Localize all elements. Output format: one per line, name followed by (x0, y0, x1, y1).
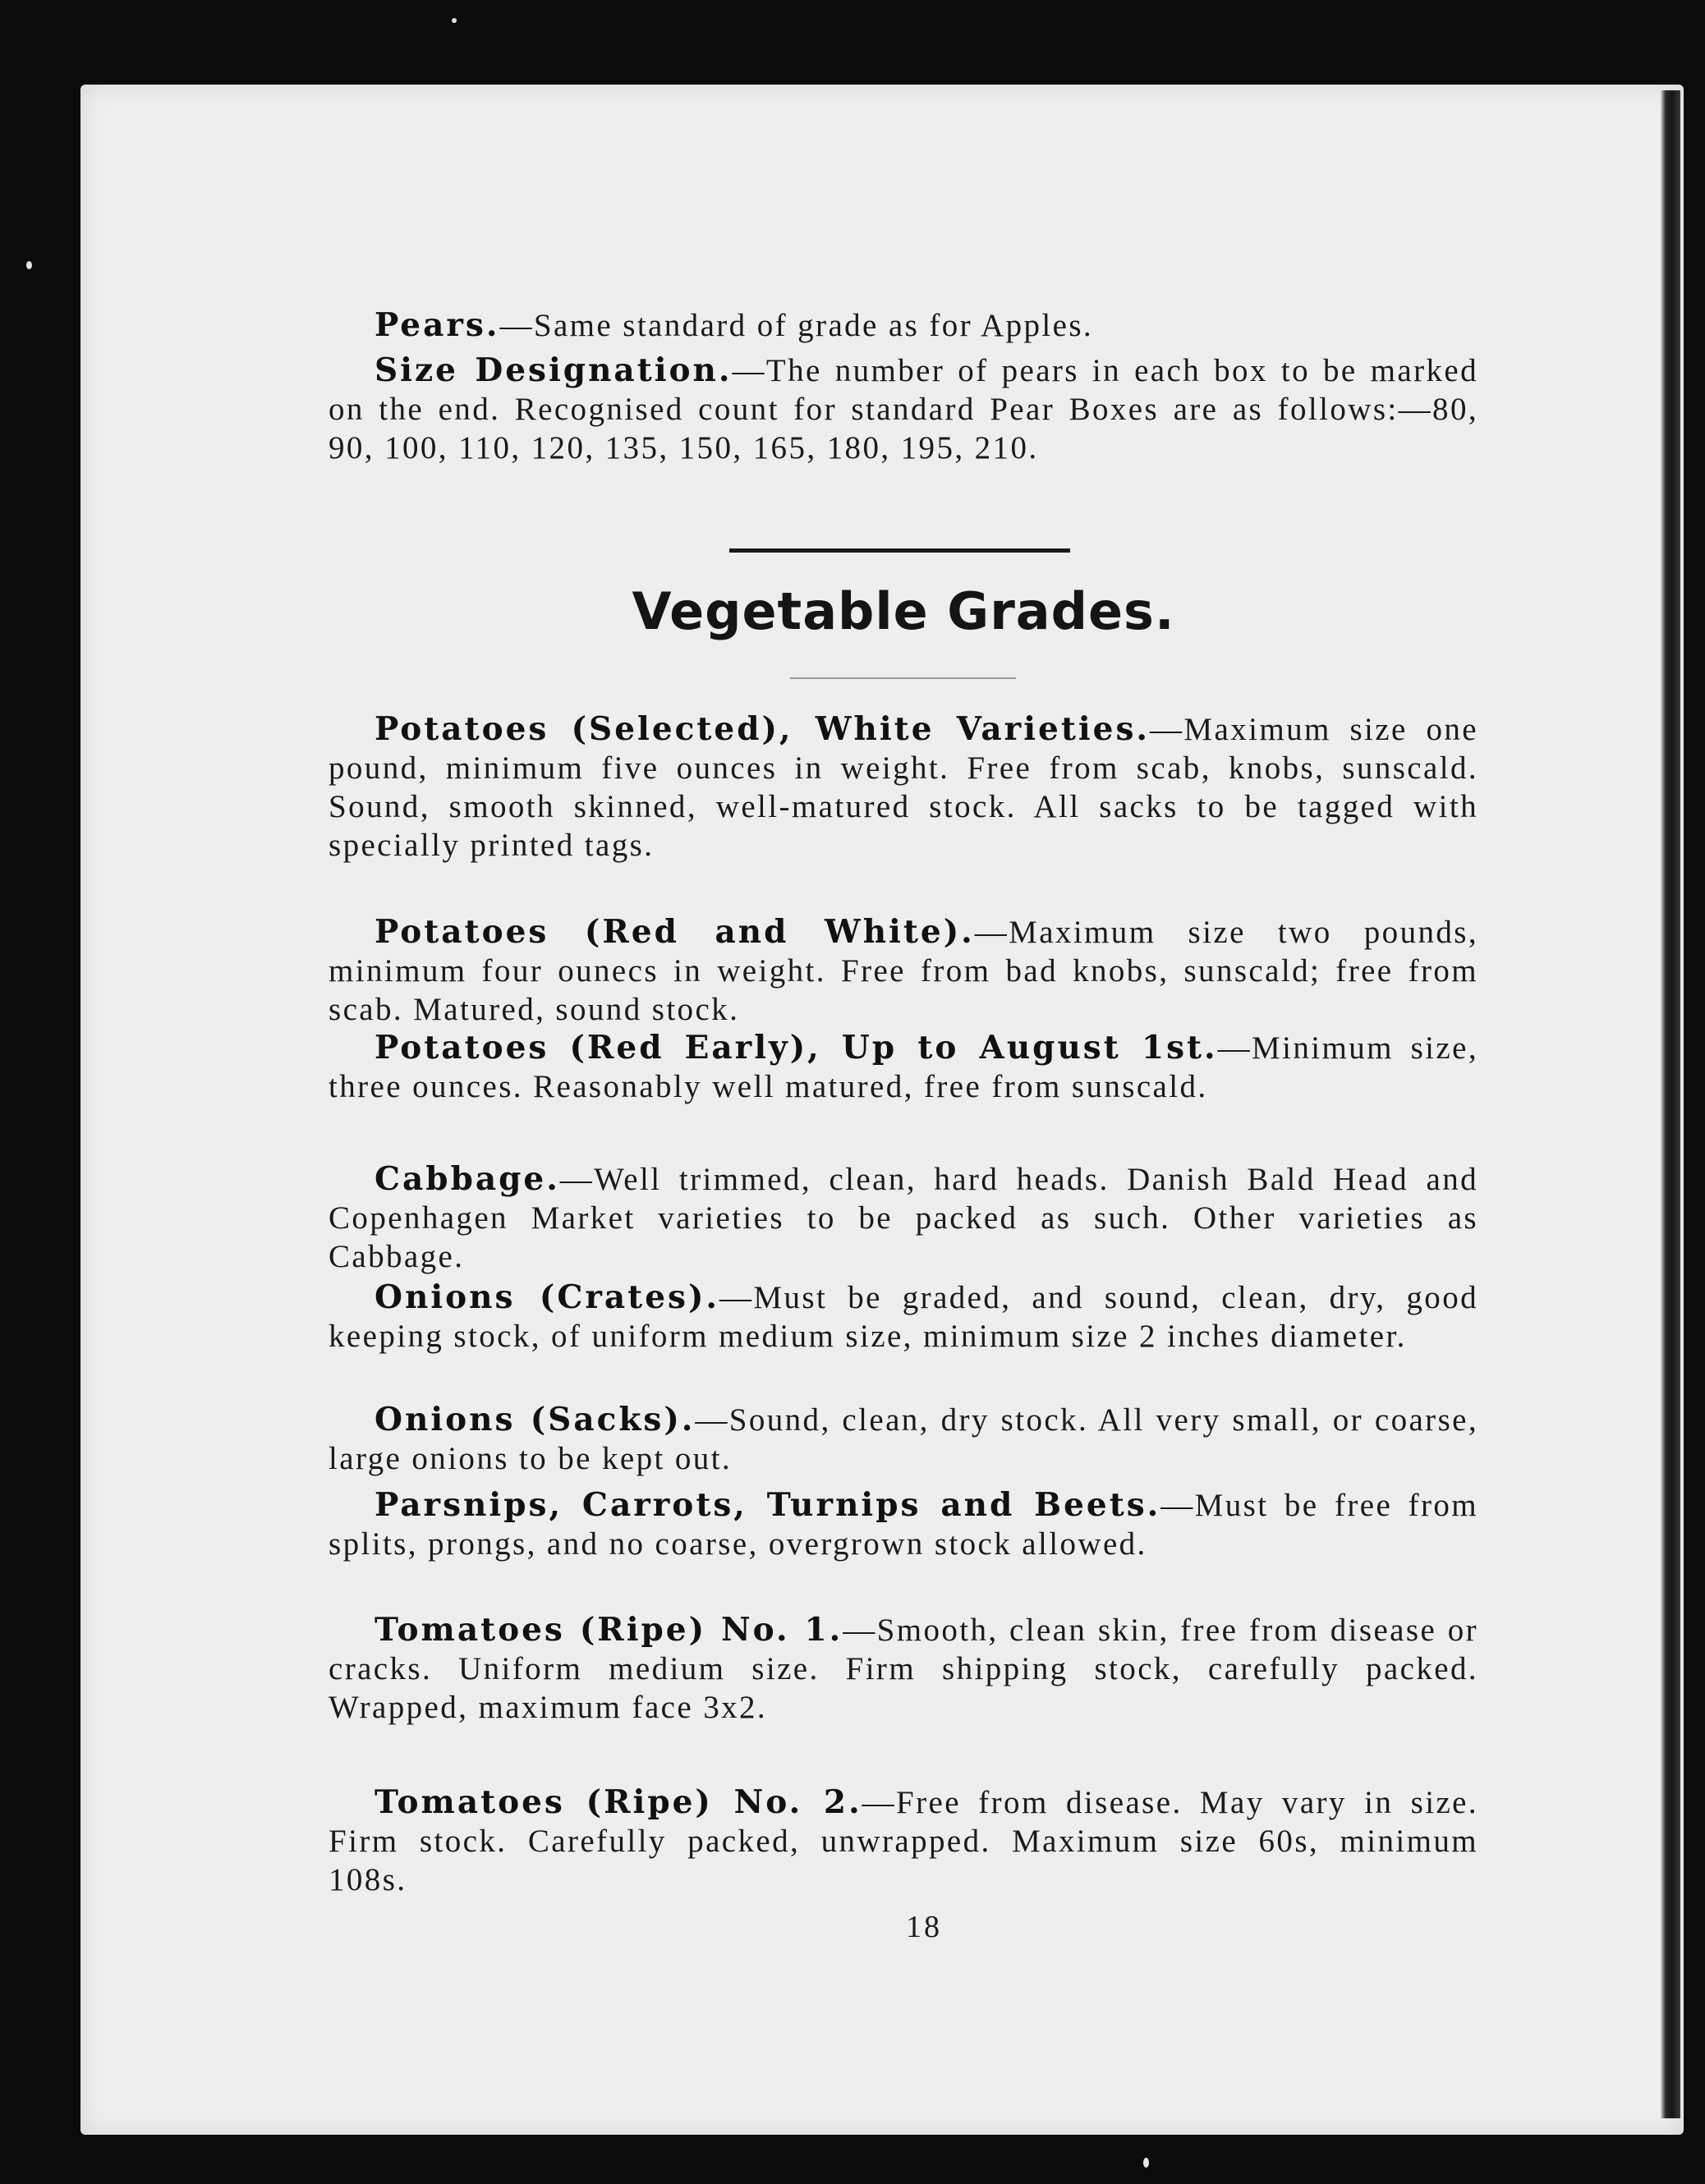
pears-text: —Same standard of grade as for Apples. (499, 308, 1094, 343)
entry-paragraph (329, 1783, 1478, 1899)
entry-heading: Onions (Sacks). (375, 1401, 696, 1438)
size-designation-paragraph (329, 351, 1478, 467)
entry-text: —Sound, clean, dry stock. All very small, or coarse, large onions to be kept out. (329, 1402, 1479, 1476)
entry-text: —Well trimmed, clean, hard heads. Danish Bald Head and Copenhagen Market varieties to be packed as such. Other varieties as Cabbage. (329, 1162, 1478, 1274)
scan-speck (452, 18, 457, 23)
section-rule-thin (790, 677, 1016, 679)
entry-paragraph (329, 1278, 1478, 1356)
scan-speck (26, 261, 32, 269)
pears-paragraph (329, 306, 1478, 345)
entry-text: —Free from disease. May vary in size. Firm stock. Carefully packed, unwrapped. Maximum size 60s, minimum 108s. (329, 1785, 1479, 1897)
entry-paragraph (329, 1160, 1478, 1276)
scan-speck (1143, 2158, 1149, 2168)
entry-text: —Must be free from splits, prongs, and no coarse, overgrown stock allowed. (329, 1488, 1479, 1562)
size-designation-text: —The number of pears in each box to be marked on the end. Recognised count for standard Pear Boxes are as follows:—80, 90, 100, 110, 120, 135, 150, 165, 180, 195, 210. (329, 353, 1478, 466)
size-designation-heading: Size Designation. (375, 351, 733, 389)
entry-text: —Maximum size two pounds, minimum four ounecs in weight. Free from bad knobs, sunscald; free from scab. Matured, sound stock. (329, 915, 1478, 1027)
entry-paragraph (329, 913, 1478, 1029)
entry-paragraph (329, 1029, 1478, 1106)
section-title: Vegetable Grades. (632, 581, 1175, 641)
entry-heading: Cabbage. (375, 1160, 560, 1198)
book-spine (1661, 90, 1680, 2118)
entry-heading: Tomatoes (Ripe) No. 2. (375, 1783, 862, 1821)
entry-heading: Potatoes (Selected), White Varieties. (375, 710, 1151, 748)
entry-text: —Minimum size, three ounces. Reasonably well matured, free from sunscald. (329, 1030, 1478, 1104)
entry-heading: Potatoes (Red Early), Up to August 1st. (375, 1029, 1218, 1067)
entry-paragraph (329, 710, 1478, 865)
entry-paragraph (329, 1611, 1478, 1727)
entry-paragraph (329, 1401, 1478, 1478)
entry-paragraph (329, 1486, 1478, 1563)
page-number: 18 (906, 1910, 942, 1944)
entry-text: —Smooth, clean skin, free from disease or cracks. Uniform medium size. Firm shipping stock, carefully packed. Wrapped, maximum face 3x2. (329, 1613, 1478, 1725)
entry-heading: Potatoes (Red and White). (375, 913, 975, 951)
entry-heading: Parsnips, Carrots, Turnips and Beets. (375, 1486, 1161, 1524)
entry-heading: Onions (Crates). (375, 1278, 720, 1316)
entry-text: —Must be graded, and sound, clean, dry, good keeping stock, of uniform medium size, minimum size 2 inches diameter. (329, 1280, 1479, 1354)
entry-heading: Tomatoes (Ripe) No. 1. (375, 1611, 843, 1649)
section-rule-thick (729, 548, 1070, 553)
entry-text: —Maximum size one pound, minimum five ounces in weight. Free from scab, knobs, sunscald. Sound, smooth skinned, well-matured stock. All sacks to be tagged with specially printed tags. (329, 712, 1478, 863)
pears-heading: Pears. (375, 306, 500, 344)
